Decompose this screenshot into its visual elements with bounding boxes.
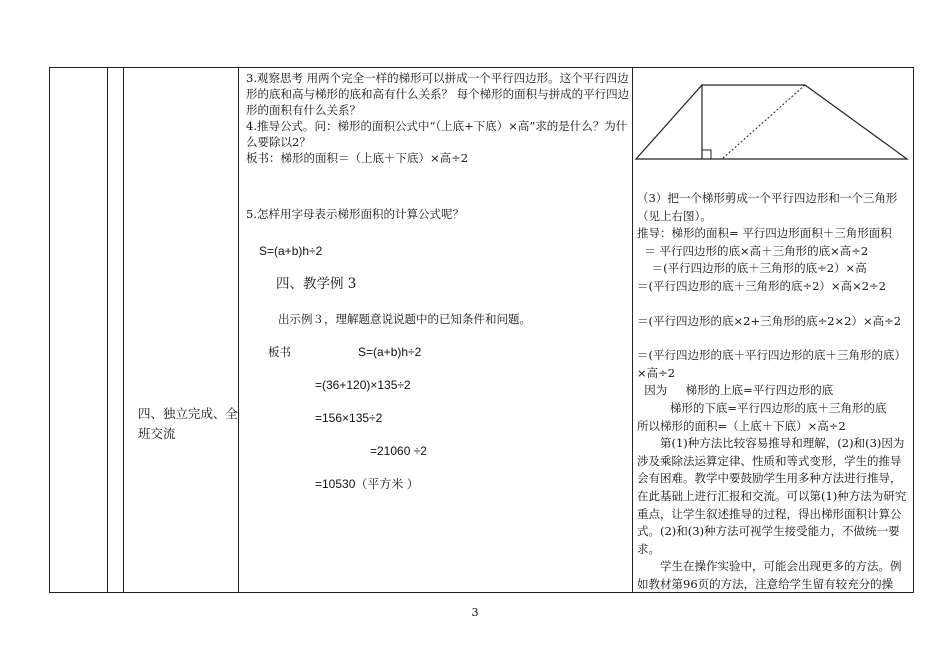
note-paragraph: 第(1)种方法比较容易推导和理解，(2)和(3)因为涉及乘除法运算定律、性质和等式变形，学生的推导会有困难。教学中要鼓励学生用多种方法进行推导，在此基础上进行汇报和交流。可以第(1)种方法为研究重点，让学生叙述推导的过程，得出梯形面积计算公式。(2)和(3)种方法可视学生接受能力，不做统一要求。 [637, 436, 907, 556]
note-line: 因为 梯形的上底=平行四边形的底 [637, 383, 834, 398]
section-heading: 四、教学例 3 [276, 276, 357, 292]
note-paragraph: 学生在操作实验中，可能会出现更多的方法。例如教材第96页的方法，注意给学生留有较充分的操 [637, 559, 902, 591]
column-divider [123, 68, 124, 592]
note-line: （3）把一个梯形剪成一个平行四边形和一个三角形（见上右图）。 [637, 191, 898, 223]
dashed-cut-line [722, 85, 805, 159]
teaching-process-column [246, 70, 630, 166]
board-label: 板书 [268, 345, 291, 359]
board-formula: S=(a+b)h÷2 [358, 345, 422, 359]
calc-step-4: =10530（平方米 ） [315, 477, 419, 491]
note-line: ＝(平行四边形的底＋三角形的底÷2）×高 [637, 261, 867, 276]
stage-label: 四、独立完成、全班交流 [138, 406, 239, 441]
step3-text: 3.观察思考 用两个完全一样的梯形可以拼成一个平行四边形。这个平行四边形的底和高与梯形的底和高有什么关系？ 每个梯形的面积与拼成的平行四边形的面积有什么关系？ [246, 71, 630, 117]
column-divider [107, 68, 108, 592]
step5-text: 5.怎样用字母表示梯形面积的计算公式呢？ [246, 207, 464, 221]
note-line: 梯形的下底=平行四边形的底＋三角形的底 [637, 400, 887, 415]
notes-column [637, 190, 909, 593]
trapezoid-outline [636, 85, 907, 159]
step4-text: 4.推导公式。问：梯形的面积公式中“（上底+下底）×高”求的是什么？为什么要除以2？ [246, 119, 628, 149]
letter-formula: S=(a+b)h÷2 [259, 244, 323, 258]
calc-step-1: =(36+120)×135÷2 [315, 378, 411, 392]
calc-step-3: =21060 ÷2 [370, 444, 427, 458]
example-intro: 出示例３，理解题意说说题中的已知条件和问题。 [278, 312, 531, 326]
right-angle-mark [702, 150, 711, 159]
board-formula-text: 板书：梯形的面积＝（上底＋下底）×高÷2 [246, 151, 469, 165]
note-line: ＝(平行四边形的底＋平行四边形的底＋三角形的底）×高÷2 [637, 348, 906, 380]
column-divider [238, 68, 239, 592]
calc-step-2: =156×135÷2 [315, 411, 383, 425]
page-number: 3 [471, 606, 479, 619]
note-line: ＝(平行四边形的底×2+三角形的底÷2×2）×高÷2 [637, 313, 902, 328]
spacer [637, 296, 909, 313]
note-line: 推导：梯形的面积= 平行四边形面积＋三角形面积 [637, 226, 892, 241]
trapezoid-figure [632, 78, 912, 164]
spacer [637, 330, 909, 347]
note-line: ＝(平行四边形的底＋三角形的底÷2）×高×2÷2 [637, 278, 886, 293]
note-line: ＝ 平行四边形的底×高＋三角形的底×高÷2 [637, 243, 869, 258]
note-line: 所以梯形的面积=（上底＋下底）×高÷2 [637, 418, 846, 433]
